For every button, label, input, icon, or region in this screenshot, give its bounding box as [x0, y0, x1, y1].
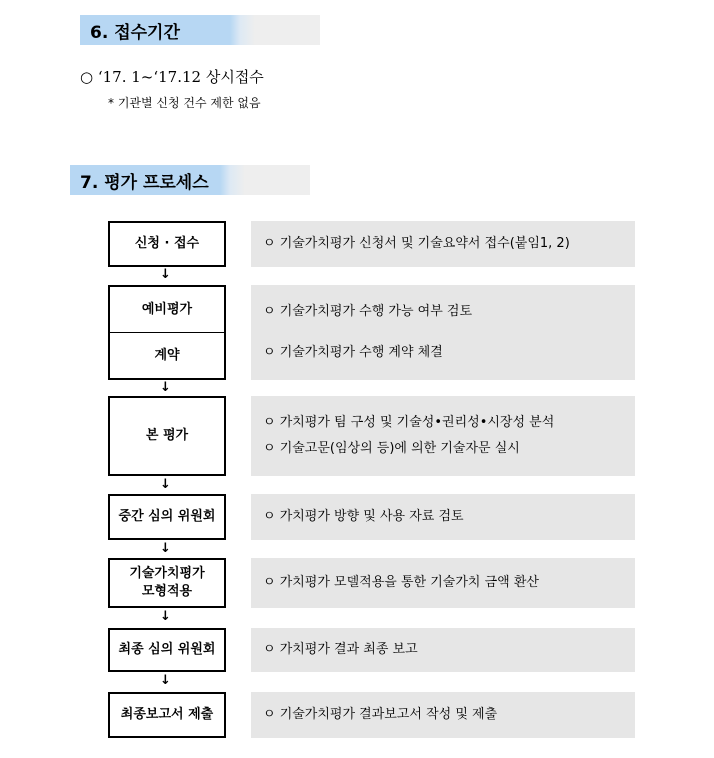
flow-arrow: ↓	[160, 673, 171, 688]
step-desc-application	[251, 221, 635, 267]
section-6-heading: 6. 접수기간	[80, 15, 320, 45]
step-desc-model-application	[251, 558, 635, 608]
reception-period: ○ ‘17. 1~‘17.12 상시접수	[80, 68, 264, 86]
step-box-model-application	[108, 558, 226, 608]
step-desc-line: ㅇ 가치평가 팀 구성 및 기술성•권리성•시장성 분석	[263, 415, 555, 430]
step-label: 본 평가	[145, 428, 189, 443]
step-desc-interim-committee	[251, 494, 635, 540]
step-label: 계약	[154, 347, 180, 363]
step-desc-line: ㅇ 기술고문(임상의 등)에 의한 기술자문 실시	[263, 441, 520, 456]
step-label: 최종 심의 위원회	[118, 642, 216, 657]
step-box-application	[108, 221, 226, 267]
step-box-final-committee	[108, 628, 226, 672]
step-desc-line: ㅇ 기술가치평가 신청서 및 기술요약서 접수(붙임1, 2)	[263, 236, 570, 251]
step-label: 중간 심의 위원회	[118, 509, 216, 524]
step-label-line1: 기술가치평가	[129, 566, 205, 581]
flow-arrow: ↓	[160, 267, 171, 282]
step-desc-line: ㅇ 가치평가 결과 최종 보고	[263, 642, 418, 657]
step-label: 예비평가	[141, 301, 193, 317]
step-box-interim-committee	[108, 494, 226, 540]
flow-arrow: ↓	[160, 541, 171, 556]
step-desc-final-report	[251, 692, 635, 738]
flow-arrow: ↓	[160, 609, 171, 624]
step-desc-line: ㅇ 기술가치평가 수행 가능 여부 검토	[263, 303, 473, 319]
flow-arrow: ↓	[160, 477, 171, 492]
step-desc-line: ㅇ 가치평가 모델적용을 통한 기술가치 금액 환산	[263, 575, 539, 590]
step-desc-preliminary-contract	[251, 285, 635, 380]
step-label: 신청 · 접수	[134, 236, 200, 251]
step-label-line2: 모형적용	[141, 584, 193, 599]
flow-arrow: ↓	[160, 380, 171, 395]
step-desc-main-evaluation	[251, 396, 635, 476]
step-desc-line: ㅇ 기술가치평가 수행 계약 체결	[263, 345, 443, 361]
step-box-preliminary	[108, 285, 226, 333]
step-box-main-evaluation	[108, 396, 226, 476]
step-box-final-report	[108, 692, 226, 738]
step-desc-final-committee	[251, 628, 635, 672]
step-desc-line: ㅇ 가치평가 방향 및 사용 자료 검토	[263, 509, 464, 524]
reception-note: * 기관별 신청 건수 제한 없음	[108, 96, 261, 110]
step-desc-line: ㅇ 기술가치평가 결과보고서 작성 및 제출	[263, 707, 498, 722]
section-7-heading: 7. 평가 프로세스	[70, 165, 310, 195]
step-label: 최종보고서 제출	[120, 707, 214, 722]
step-box-contract	[108, 332, 226, 380]
